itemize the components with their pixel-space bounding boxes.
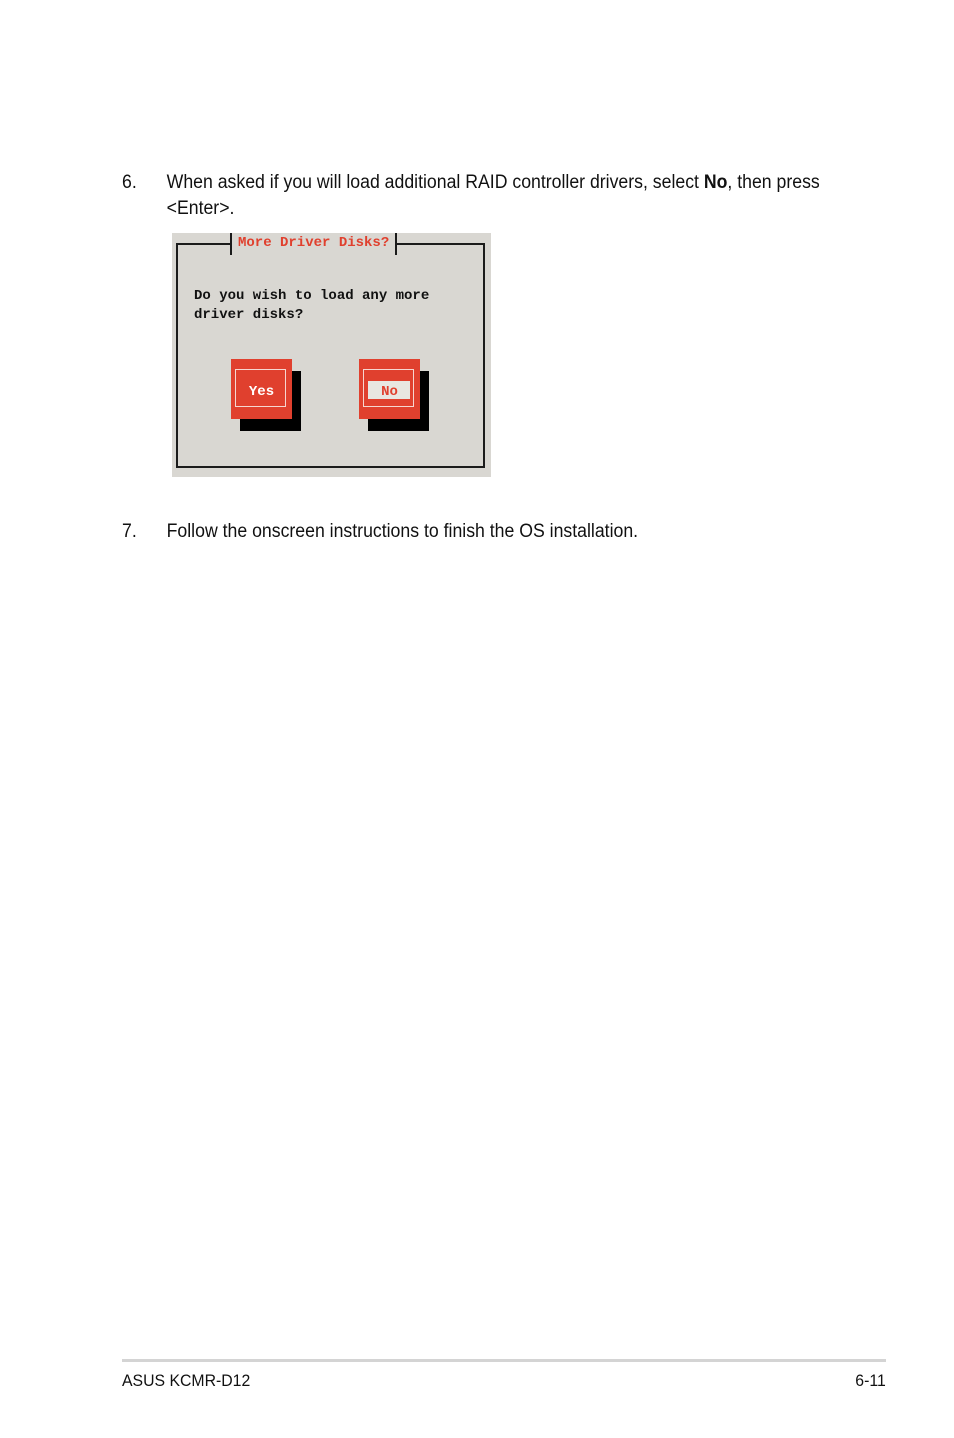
step-text-bold: No [703, 172, 728, 193]
footer-page-number: 6-11 [855, 1371, 886, 1390]
no-button[interactable] [359, 359, 420, 419]
footer-divider [122, 1359, 886, 1362]
dialog-screenshot [172, 233, 491, 477]
footer-product-name: ASUS KCMR-D12 [122, 1371, 251, 1390]
step-number: 7. [122, 521, 137, 542]
dialog-frame [176, 243, 485, 468]
question-line: driver disks? [194, 307, 304, 323]
question-line: Do you wish to load any more [194, 288, 430, 304]
step-text-part: When asked if you will load additional RAID controller drivers, select [166, 172, 704, 193]
step-text: Follow the onscreen instructions to finish the OS installation. [166, 521, 639, 542]
step-text-part: , then press <Enter>. [166, 172, 820, 219]
dialog-question [194, 287, 464, 325]
step-number: 6. [122, 172, 137, 193]
yes-button-label: Yes [248, 384, 275, 400]
no-button-label: No [381, 384, 398, 400]
step-text [167, 170, 837, 222]
yes-button[interactable] [231, 359, 292, 419]
dialog-title: More Driver Disks? [230, 233, 397, 255]
